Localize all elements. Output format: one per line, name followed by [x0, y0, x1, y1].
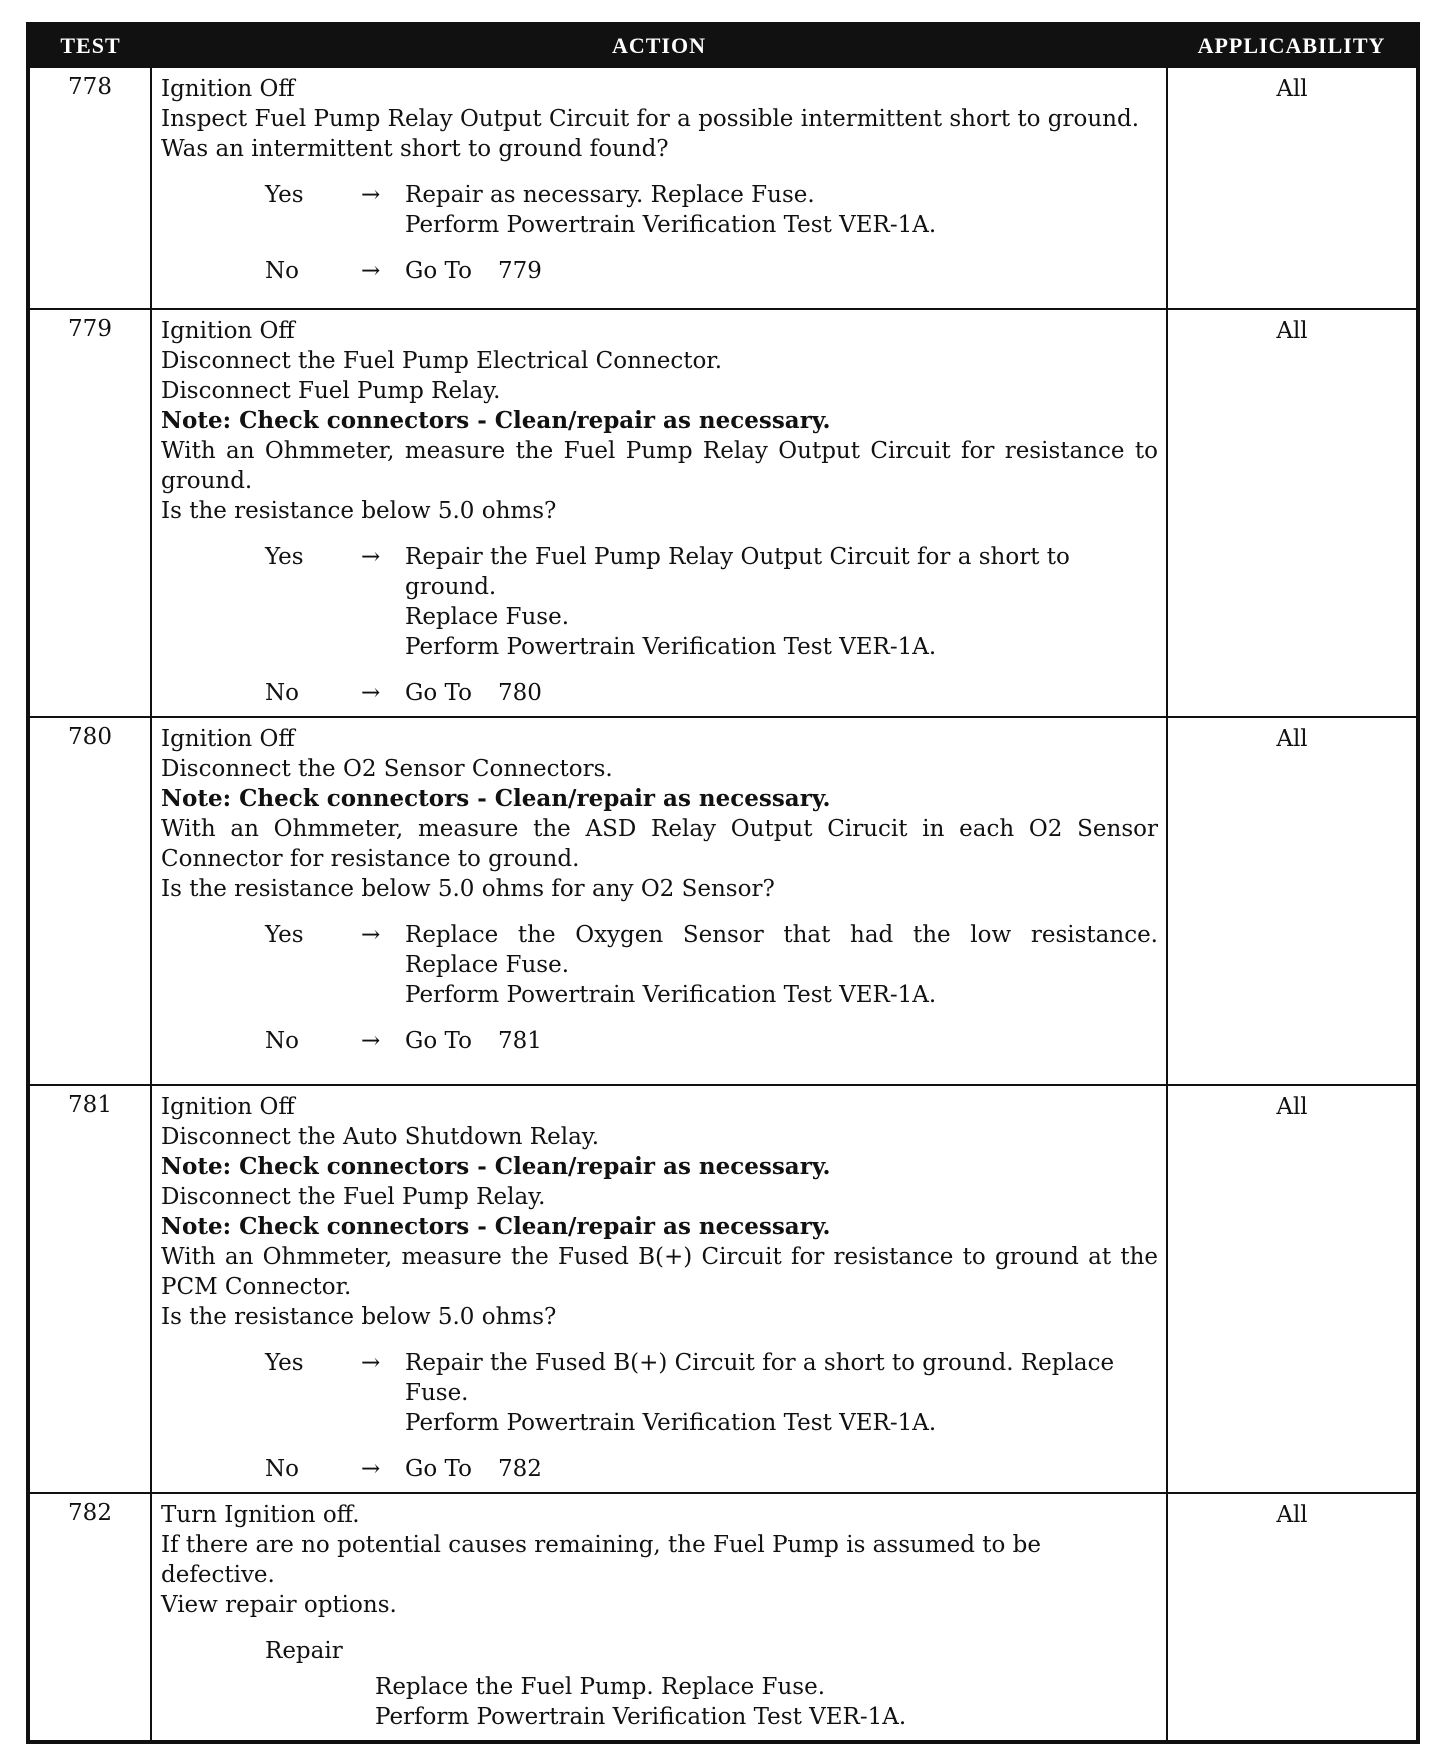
action-line: Is the resistance below 5.0 ohms for any O2 Sensor?: [161, 876, 775, 902]
action-line: Inspect Fuel Pump Relay Output Circuit for a possible intermittent short to ground.: [161, 106, 1140, 132]
yes-response: [265, 180, 1158, 240]
action-line: With an Ohmmeter, measure the ASD Relay Output Cirucit in each O2 Sensor Connector for resistance to ground.: [161, 816, 1158, 872]
yes-response: [265, 920, 1158, 1010]
repair-label: Repair: [265, 1638, 343, 1664]
action-line: Ignition Off: [161, 1094, 295, 1120]
yes-line: Perform Powertrain Verification Test VER-1A.: [405, 212, 937, 238]
test-table: [26, 22, 1420, 1744]
action-line: View repair options.: [161, 1592, 397, 1618]
test-number: 781: [28, 1085, 151, 1493]
table-row-781: [28, 1085, 1418, 1493]
note-line: Note: Check connectors - Clean/repair as necessary.: [161, 1153, 831, 1180]
go-to-number: 779: [497, 258, 542, 284]
test-number: 782: [28, 1493, 151, 1742]
action-line: With an Ohmmeter, measure the Fuel Pump Relay Output Circuit for resistance to ground.: [161, 438, 1158, 494]
yes-label: Yes: [265, 1350, 304, 1376]
go-to-number: 782: [497, 1456, 542, 1482]
go-to-number: 781: [497, 1028, 542, 1054]
action-line: Was an intermittent short to ground found?: [161, 136, 669, 162]
header-applicability: APPLICABILITY: [1167, 24, 1418, 67]
repair-line: Perform Powertrain Verification Test VER-1A.: [375, 1704, 907, 1730]
yes-line: Repair the Fused B(+) Circuit for a short to ground. Replace Fuse.: [405, 1350, 1115, 1406]
applicability-cell: All: [1167, 1085, 1418, 1493]
table-row-782: [28, 1493, 1418, 1742]
action-line: Disconnect the Fuel Pump Relay.: [161, 1184, 546, 1210]
arrow-icon: →: [361, 1456, 381, 1482]
applicability-cell: All: [1167, 1493, 1418, 1742]
applicability-cell: All: [1167, 717, 1418, 1085]
no-label: No: [265, 1456, 299, 1482]
go-to-label: Go To: [405, 1456, 472, 1482]
yes-response: [265, 1348, 1158, 1438]
yes-label: Yes: [265, 182, 304, 208]
no-label: No: [265, 1028, 299, 1054]
action-line: With an Ohmmeter, measure the Fused B(+) Circuit for resistance to ground at the PCM Connector.: [161, 1244, 1158, 1300]
no-response: [265, 678, 1158, 708]
action-cell: [151, 1493, 1167, 1742]
no-label: No: [265, 258, 299, 284]
action-line: If there are no potential causes remaining, the Fuel Pump is assumed to be defective.: [161, 1532, 1042, 1588]
go-to-label: Go To: [405, 258, 472, 284]
no-response: [265, 1454, 1158, 1484]
test-number: 779: [28, 309, 151, 717]
yes-line: Perform Powertrain Verification Test VER-1A.: [405, 1410, 937, 1436]
no-response: [265, 1026, 1158, 1056]
action-cell: [151, 309, 1167, 717]
action-line: Is the resistance below 5.0 ohms?: [161, 1304, 557, 1330]
applicability-cell: All: [1167, 67, 1418, 309]
go-to-label: Go To: [405, 680, 472, 706]
note-line: Note: Check connectors - Clean/repair as necessary.: [161, 785, 831, 812]
yes-label: Yes: [265, 544, 304, 570]
yes-line: Replace Fuse.: [405, 604, 570, 630]
repair-line: Replace the Fuel Pump. Replace Fuse.: [375, 1674, 826, 1700]
action-cell: [151, 67, 1167, 309]
applicability-cell: All: [1167, 309, 1418, 717]
arrow-icon: →: [361, 1028, 381, 1054]
note-line: Note: Check connectors - Clean/repair as necessary.: [161, 407, 831, 434]
action-cell: [151, 717, 1167, 1085]
yes-line: Repair the Fuel Pump Relay Output Circuit for a short to ground.: [405, 544, 1070, 600]
go-to-number: 780: [497, 680, 542, 706]
note-line: Note: Check connectors - Clean/repair as necessary.: [161, 1213, 831, 1240]
action-line: Ignition Off: [161, 726, 295, 752]
action-line: Disconnect the Fuel Pump Electrical Connector.: [161, 348, 723, 374]
action-line: Ignition Off: [161, 76, 295, 102]
yes-line: Perform Powertrain Verification Test VER-1A.: [405, 634, 937, 660]
yes-label: Yes: [265, 922, 304, 948]
arrow-icon: →: [361, 544, 381, 570]
arrow-icon: →: [361, 182, 381, 208]
table-row-778: [28, 67, 1418, 309]
action-line: Is the resistance below 5.0 ohms?: [161, 498, 557, 524]
action-cell: [151, 1085, 1167, 1493]
no-label: No: [265, 680, 299, 706]
arrow-icon: →: [361, 258, 381, 284]
yes-line: Perform Powertrain Verification Test VER-1A.: [405, 982, 937, 1008]
yes-line: Replace the Oxygen Sensor that had the low resistance. Replace Fuse.: [405, 922, 1158, 978]
go-to-label: Go To: [405, 1028, 472, 1054]
test-number: 780: [28, 717, 151, 1085]
header-action: ACTION: [151, 24, 1167, 67]
arrow-icon: →: [361, 922, 381, 948]
action-line: Ignition Off: [161, 318, 295, 344]
yes-response: [265, 542, 1158, 662]
arrow-icon: →: [361, 680, 381, 706]
action-line: Disconnect the O2 Sensor Connectors.: [161, 756, 613, 782]
action-line: Disconnect the Auto Shutdown Relay.: [161, 1124, 600, 1150]
table-row-780: [28, 717, 1418, 1085]
action-line: Turn Ignition off.: [161, 1502, 360, 1528]
action-line: Disconnect Fuel Pump Relay.: [161, 378, 501, 404]
test-number: 778: [28, 67, 151, 309]
header-test: TEST: [28, 24, 151, 67]
header-row: [28, 24, 1418, 67]
no-response: [265, 256, 1158, 286]
yes-line: Repair as necessary. Replace Fuse.: [405, 182, 815, 208]
table-row-779: [28, 309, 1418, 717]
arrow-icon: →: [361, 1350, 381, 1376]
diagnostic-test-table: [26, 22, 1416, 1730]
